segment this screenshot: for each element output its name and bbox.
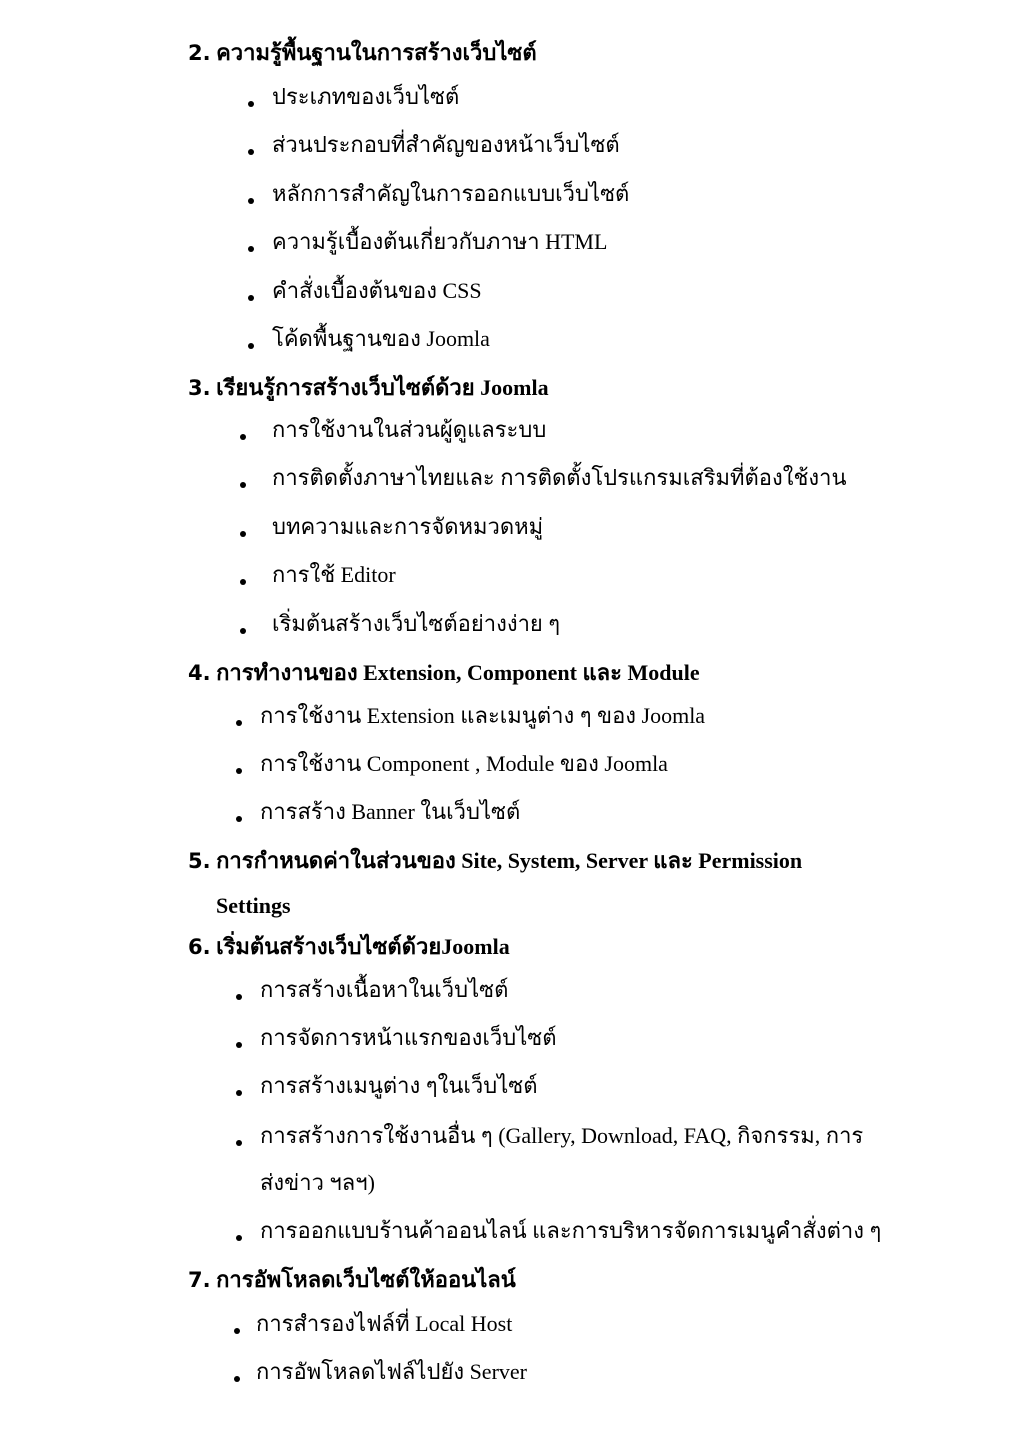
section-7-title (188, 1267, 516, 1293)
list-item: โค้ดพื้นฐานของ Joomla (272, 326, 490, 351)
list-item: การอัพโหลดไฟล์ไปยัง Server (256, 1359, 527, 1384)
section-heading: การทำงานของ Extension, Component และ Module (216, 660, 700, 685)
section-heading: เรียนรู้การสร้างเว็บไซต์ด้วย Joomla (216, 375, 549, 400)
bullet-icon (248, 149, 254, 155)
section-heading: เริ่มต้นสร้างเว็บไซต์ด้วยJoomla (216, 934, 510, 959)
list-item: ความรู้เบื้องต้นเกี่ยวกับภาษา HTML (272, 229, 608, 254)
section-2-title (188, 40, 537, 66)
list-item: หลักการสำคัญในการออกแบบเว็บไซต์ (272, 181, 630, 206)
section-number: 3. (188, 376, 211, 400)
list-item: การสร้างเนื้อหาในเว็บไซต์ (260, 977, 509, 1002)
bullet-icon (234, 1328, 240, 1334)
bullet-icon (236, 1140, 242, 1146)
bullet-icon (234, 1376, 240, 1382)
section-number: 7. (188, 1268, 211, 1292)
bullet-icon (248, 101, 254, 107)
list-item: บทความและการจัดหมวดหมู่ (272, 514, 544, 539)
list-item: การสำรองไฟล์ที่ Local Host (256, 1311, 513, 1336)
list-item: การใช้งาน Component , Module ของ Joomla (260, 751, 668, 776)
section-number: 2. (188, 41, 211, 65)
list-item: การออกแบบร้านค้าออนไลน์ และการบริหารจัดการเมนูคำสั่งต่าง ๆ (260, 1218, 882, 1243)
list-item: ส่วนประกอบที่สำคัญของหน้าเว็บไซต์ (272, 132, 620, 157)
bullet-icon (236, 1235, 242, 1241)
list-item: การสร้าง Banner ในเว็บไซต์ (260, 799, 521, 824)
section-5-title (188, 848, 802, 874)
bullet-icon (248, 198, 254, 204)
list-item: เริ่มต้นสร้างเว็บไซต์อย่างง่าย ๆ (272, 611, 561, 636)
bullet-icon (236, 1042, 242, 1048)
section-heading: ความรู้พื้นฐานในการสร้างเว็บไซต์ (216, 40, 537, 65)
list-item: การติดตั้งภาษาไทยและ การติดตั้งโปรแกรมเสริมที่ต้องใช้งาน (272, 465, 847, 490)
bullet-icon (236, 720, 242, 726)
bullet-icon (240, 628, 246, 634)
list-item: การใช้งานในส่วนผู้ดูแลระบบ (272, 417, 547, 442)
section-4-title (188, 660, 700, 686)
bullet-icon (240, 531, 246, 537)
list-item: การสร้างเมนูต่าง ๆในเว็บไซต์ (260, 1073, 538, 1098)
bullet-icon (236, 768, 242, 774)
bullet-icon (248, 343, 254, 349)
section-number: 4. (188, 661, 211, 685)
list-item: การใช้ Editor (272, 562, 396, 587)
bullet-icon (236, 816, 242, 822)
bullet-icon (248, 246, 254, 252)
bullet-icon (240, 579, 246, 585)
section-number: 6. (188, 935, 211, 959)
bullet-icon (236, 1090, 242, 1096)
bullet-icon (240, 434, 246, 440)
section-heading-continued: Settings (216, 893, 291, 918)
list-item-continued: ส่งข่าว ฯลฯ) (260, 1170, 375, 1195)
section-heading: การกำหนดค่าในส่วนของ Site, System, Server และ Permission (216, 848, 803, 873)
list-item: การใช้งาน Extension และเมนูต่าง ๆ ของ Joomla (260, 703, 706, 728)
list-item: การจัดการหน้าแรกของเว็บไซต์ (260, 1025, 557, 1050)
list-item: การสร้างการใช้งานอื่น ๆ (Gallery, Download, FAQ, กิจกรรม, การ (260, 1123, 864, 1148)
section-heading: การอัพโหลดเว็บไซต์ให้ออนไลน์ (216, 1267, 516, 1292)
list-item: คำสั่งเบื้องต้นของ CSS (272, 278, 482, 303)
section-number: 5. (188, 849, 211, 873)
section-3-title (188, 375, 549, 401)
bullet-icon (236, 994, 242, 1000)
bullet-icon (248, 295, 254, 301)
bullet-icon (240, 482, 246, 488)
section-6-title (188, 934, 510, 960)
list-item: ประเภทของเว็บไซต์ (272, 84, 460, 109)
